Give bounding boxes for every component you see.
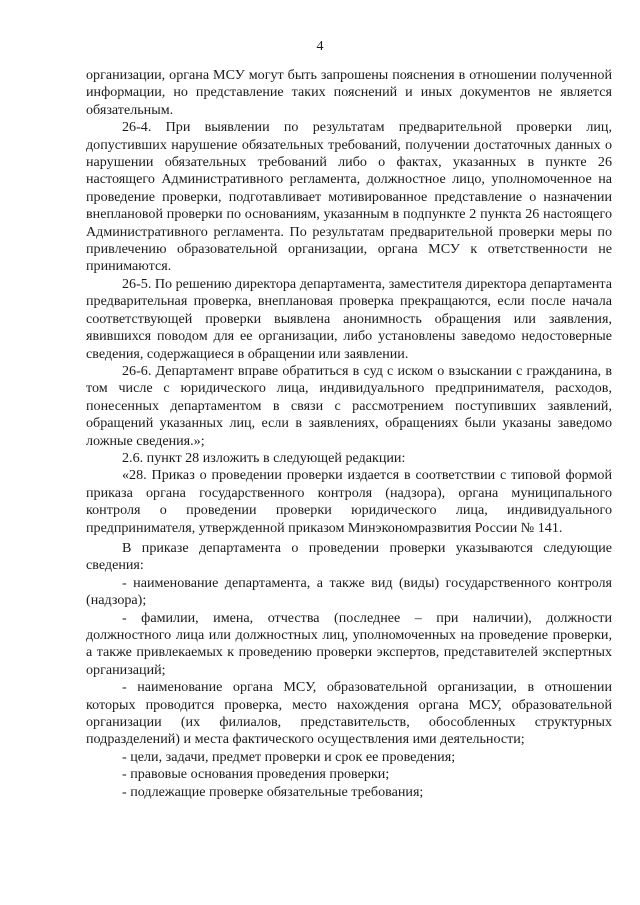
paragraph-26-6: 26-6. Департамент вправе обратиться в суд с иском о взыскании с гражданина, в том числе с юридического лица, индивидуального предпринимателя, расходов, понесенных департаментом в связи с рассмотрением поступивших заявлений, обращений указанных лиц, если в заявлениях, обращениях были указаны заведомо ложные сведения.»; (86, 362, 612, 449)
list-item-goals: - цели, задачи, предмет проверки и срок ее проведения; (122, 748, 456, 765)
paragraph-continuation: организации, органа МСУ могут быть запрошены пояснения в отношении полученной информации, но представление таких пояснений и иных документов не является обязательным. (86, 67, 612, 118)
list-item-requirements: - подлежащие проверке обязательные требования; (122, 783, 424, 800)
paragraph-2-6: 2.6. пункт 28 изложить в следующей редакции: (122, 449, 406, 466)
paragraph-28: «28. Приказ о проведении проверки издается в соответствии с типовой формой приказа органа государственного контроля (надзора), органа муниципального контроля о проведении проверки юридического лица, индивидуального предпринимателя, утвержденной приказом Минэкономразвития России № 141. (86, 467, 612, 536)
list-item-department-name: - наименование департамента, а также вид (виды) государственного контроля (надзора); (86, 574, 612, 609)
list-item-officials: - фамилии, имена, отчества (последнее – при наличии), должности должностного лица или должностных лиц, уполномоченных на проведение проверки, а также привлекаемых к проведению проверки экспертов, представителей экспертных организаций; (86, 609, 612, 678)
document-body (86, 67, 612, 801)
list-item-organization: - наименование органа МСУ, образовательной организации, в отношении которых проводится проверка, место нахождения органа МСУ, образовательной организации (их филиалов, представительств, обособленных структурных подразделений) и места фактического осуществления ими деятельности; (86, 679, 612, 748)
paragraph-26-4: 26-4. При выявлении по результатам предварительной проверки лиц, допустивших нарушение обязательных требований, получении достаточных данных о нарушении обязательных требований либо о фактах, указанных в пункте 26 настоящего Административного регламента, должностное лицо, уполномоченное на проведение проверки, подготавливает мотивированное представление о назначении внеплановой проверки по основаниям, указанным в подпункте 2 пункта 26 настоящего Административного регламента. По результатам предварительной проверки меры по привлечению образовательной организации, органа МСУ к ответственности не принимаются. (86, 119, 612, 275)
paragraph-order-contents: В приказе департамента о проведении проверки указываются следующие сведения: (86, 539, 612, 574)
page-number: 4 (316, 39, 324, 54)
list-item-legal-grounds: - правовые основания проведения проверки; (122, 766, 390, 783)
paragraph-26-5: 26-5. По решению директора департамента, заместителя директора департамента предварительная проверка, внеплановая проверка прекращаются, если после начала соответствующей проверки выявлена анонимность обращения или заявления, явившихся поводом для ее организации, либо установлены заведомо недостоверные сведения, содержащиеся в обращении или заявлении. (86, 275, 612, 362)
